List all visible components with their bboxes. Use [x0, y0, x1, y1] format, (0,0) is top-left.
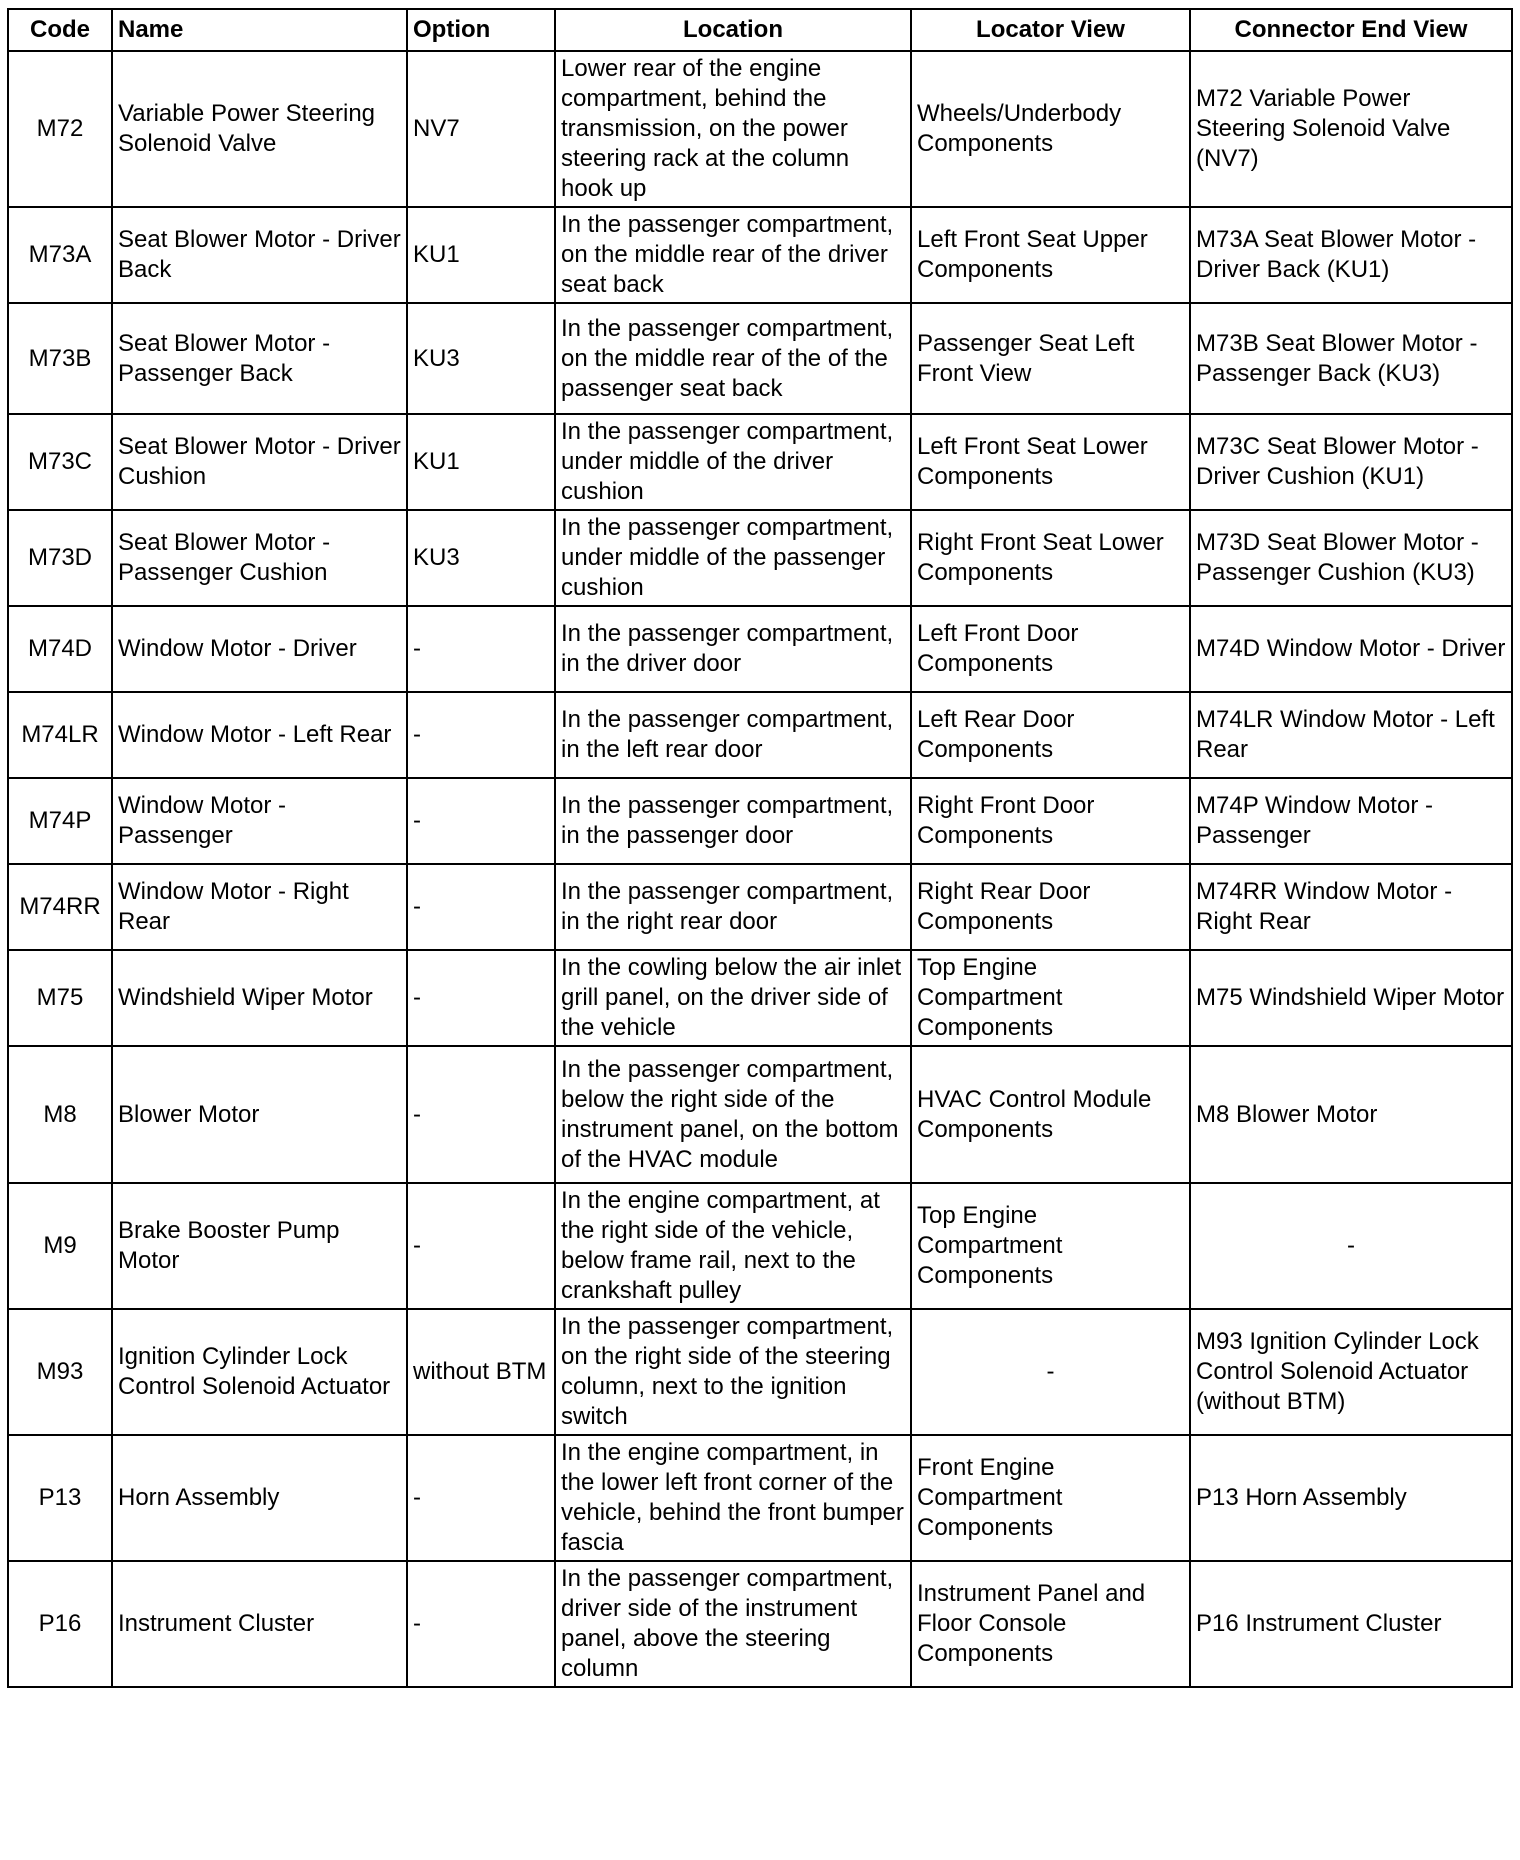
cell-location: In the passenger compartment, under middle of the driver cushion: [555, 414, 911, 510]
cell-connector-end-view: M74RR Window Motor - Right Rear: [1190, 864, 1512, 950]
cell-location: In the passenger compartment, under middle of the passenger cushion: [555, 510, 911, 606]
cell-name: Window Motor - Driver: [112, 606, 407, 692]
cell-location: Lower rear of the engine compartment, behind the transmission, on the power steering rack at the column hook up: [555, 51, 911, 207]
cell-name: Window Motor - Left Rear: [112, 692, 407, 778]
cell-locator-view: Top Engine Compartment Components: [911, 950, 1190, 1046]
cell-connector-end-view: M72 Variable Power Steering Solenoid Valve (NV7): [1190, 51, 1512, 207]
table-row: [8, 414, 1512, 510]
cell-option: -: [407, 778, 555, 864]
cell-name: Windshield Wiper Motor: [112, 950, 407, 1046]
cell-locator-view: -: [911, 1309, 1190, 1435]
cell-locator-view: Wheels/Underbody Components: [911, 51, 1190, 207]
cell-name: Instrument Cluster: [112, 1561, 407, 1687]
cell-option: -: [407, 1561, 555, 1687]
cell-connector-end-view: M74D Window Motor - Driver: [1190, 606, 1512, 692]
cell-name: Blower Motor: [112, 1046, 407, 1183]
cell-name: Seat Blower Motor - Passenger Back: [112, 303, 407, 414]
cell-connector-end-view: M73B Seat Blower Motor - Passenger Back (KU3): [1190, 303, 1512, 414]
header-option: Option: [407, 9, 555, 51]
cell-location: In the passenger compartment, in the passenger door: [555, 778, 911, 864]
cell-connector-end-view: P16 Instrument Cluster: [1190, 1561, 1512, 1687]
cell-option: -: [407, 864, 555, 950]
cell-location: In the passenger compartment, driver side of the instrument panel, above the steering column: [555, 1561, 911, 1687]
table-row: [8, 950, 1512, 1046]
cell-location: In the passenger compartment, below the right side of the instrument panel, on the bottom of the HVAC module: [555, 1046, 911, 1183]
cell-name: Ignition Cylinder Lock Control Solenoid Actuator: [112, 1309, 407, 1435]
cell-name: Brake Booster Pump Motor: [112, 1183, 407, 1309]
cell-code: M73A: [8, 207, 112, 303]
cell-option: without BTM: [407, 1309, 555, 1435]
cell-name: Seat Blower Motor - Passenger Cushion: [112, 510, 407, 606]
cell-code: M74LR: [8, 692, 112, 778]
cell-option: -: [407, 606, 555, 692]
cell-code: M74RR: [8, 864, 112, 950]
cell-connector-end-view: -: [1190, 1183, 1512, 1309]
cell-connector-end-view: M73A Seat Blower Motor - Driver Back (KU1): [1190, 207, 1512, 303]
cell-location: In the passenger compartment, on the middle rear of the of the passenger seat back: [555, 303, 911, 414]
cell-locator-view: Left Front Door Components: [911, 606, 1190, 692]
cell-name: Seat Blower Motor - Driver Cushion: [112, 414, 407, 510]
cell-location: In the engine compartment, in the lower left front corner of the vehicle, behind the front bumper fascia: [555, 1435, 911, 1561]
cell-name: Window Motor - Passenger: [112, 778, 407, 864]
cell-option: KU3: [407, 510, 555, 606]
cell-location: In the passenger compartment, on the right side of the steering column, next to the ignition switch: [555, 1309, 911, 1435]
cell-option: -: [407, 1046, 555, 1183]
cell-option: KU1: [407, 414, 555, 510]
cell-locator-view: Left Front Seat Upper Components: [911, 207, 1190, 303]
cell-name: Variable Power Steering Solenoid Valve: [112, 51, 407, 207]
header-code: Code: [8, 9, 112, 51]
component-locator-table: [7, 8, 1513, 1688]
cell-location: In the passenger compartment, on the middle rear of the driver seat back: [555, 207, 911, 303]
header-connector-end-view: Connector End View: [1190, 9, 1512, 51]
cell-locator-view: Left Front Seat Lower Components: [911, 414, 1190, 510]
cell-code: M9: [8, 1183, 112, 1309]
cell-locator-view: Right Rear Door Components: [911, 864, 1190, 950]
cell-code: M74P: [8, 778, 112, 864]
cell-location: In the passenger compartment, in the driver door: [555, 606, 911, 692]
table-row: [8, 1435, 1512, 1561]
cell-locator-view: Right Front Seat Lower Components: [911, 510, 1190, 606]
table-row: [8, 1046, 1512, 1183]
cell-option: -: [407, 692, 555, 778]
header-row: [8, 9, 1512, 51]
cell-option: NV7: [407, 51, 555, 207]
cell-code: M72: [8, 51, 112, 207]
cell-name: Window Motor - Right Rear: [112, 864, 407, 950]
cell-code: M74D: [8, 606, 112, 692]
table-row: [8, 1183, 1512, 1309]
cell-connector-end-view: M73C Seat Blower Motor - Driver Cushion (KU1): [1190, 414, 1512, 510]
cell-location: In the engine compartment, at the right side of the vehicle, below frame rail, next to the crankshaft pulley: [555, 1183, 911, 1309]
cell-locator-view: Right Front Door Components: [911, 778, 1190, 864]
cell-code: P16: [8, 1561, 112, 1687]
cell-connector-end-view: M74LR Window Motor - Left Rear: [1190, 692, 1512, 778]
cell-locator-view: Top Engine Compartment Components: [911, 1183, 1190, 1309]
cell-option: -: [407, 1183, 555, 1309]
cell-connector-end-view: M93 Ignition Cylinder Lock Control Solenoid Actuator (without BTM): [1190, 1309, 1512, 1435]
cell-location: In the passenger compartment, in the left rear door: [555, 692, 911, 778]
cell-code: M93: [8, 1309, 112, 1435]
table-row: [8, 1561, 1512, 1687]
header-locator-view: Locator View: [911, 9, 1190, 51]
table-row: [8, 303, 1512, 414]
header-location: Location: [555, 9, 911, 51]
cell-connector-end-view: M8 Blower Motor: [1190, 1046, 1512, 1183]
table-row: [8, 864, 1512, 950]
cell-connector-end-view: M75 Windshield Wiper Motor: [1190, 950, 1512, 1046]
cell-locator-view: Left Rear Door Components: [911, 692, 1190, 778]
table-row: [8, 510, 1512, 606]
cell-option: KU3: [407, 303, 555, 414]
table-row: [8, 692, 1512, 778]
cell-connector-end-view: M73D Seat Blower Motor - Passenger Cushion (KU3): [1190, 510, 1512, 606]
table-row: [8, 606, 1512, 692]
header-name: Name: [112, 9, 407, 51]
table-row: [8, 51, 1512, 207]
cell-locator-view: HVAC Control Module Components: [911, 1046, 1190, 1183]
cell-locator-view: Front Engine Compartment Components: [911, 1435, 1190, 1561]
cell-code: P13: [8, 1435, 112, 1561]
cell-option: -: [407, 950, 555, 1046]
cell-code: M73C: [8, 414, 112, 510]
cell-code: M73B: [8, 303, 112, 414]
cell-locator-view: Instrument Panel and Floor Console Components: [911, 1561, 1190, 1687]
cell-code: M75: [8, 950, 112, 1046]
cell-locator-view: Passenger Seat Left Front View: [911, 303, 1190, 414]
cell-option: -: [407, 1435, 555, 1561]
cell-location: In the passenger compartment, in the right rear door: [555, 864, 911, 950]
table-row: [8, 207, 1512, 303]
cell-name: Horn Assembly: [112, 1435, 407, 1561]
table-row: [8, 778, 1512, 864]
cell-name: Seat Blower Motor - Driver Back: [112, 207, 407, 303]
cell-code: M73D: [8, 510, 112, 606]
table-row: [8, 1309, 1512, 1435]
cell-option: KU1: [407, 207, 555, 303]
cell-connector-end-view: M74P Window Motor - Passenger: [1190, 778, 1512, 864]
cell-connector-end-view: P13 Horn Assembly: [1190, 1435, 1512, 1561]
cell-location: In the cowling below the air inlet grill panel, on the driver side of the vehicle: [555, 950, 911, 1046]
cell-code: M8: [8, 1046, 112, 1183]
